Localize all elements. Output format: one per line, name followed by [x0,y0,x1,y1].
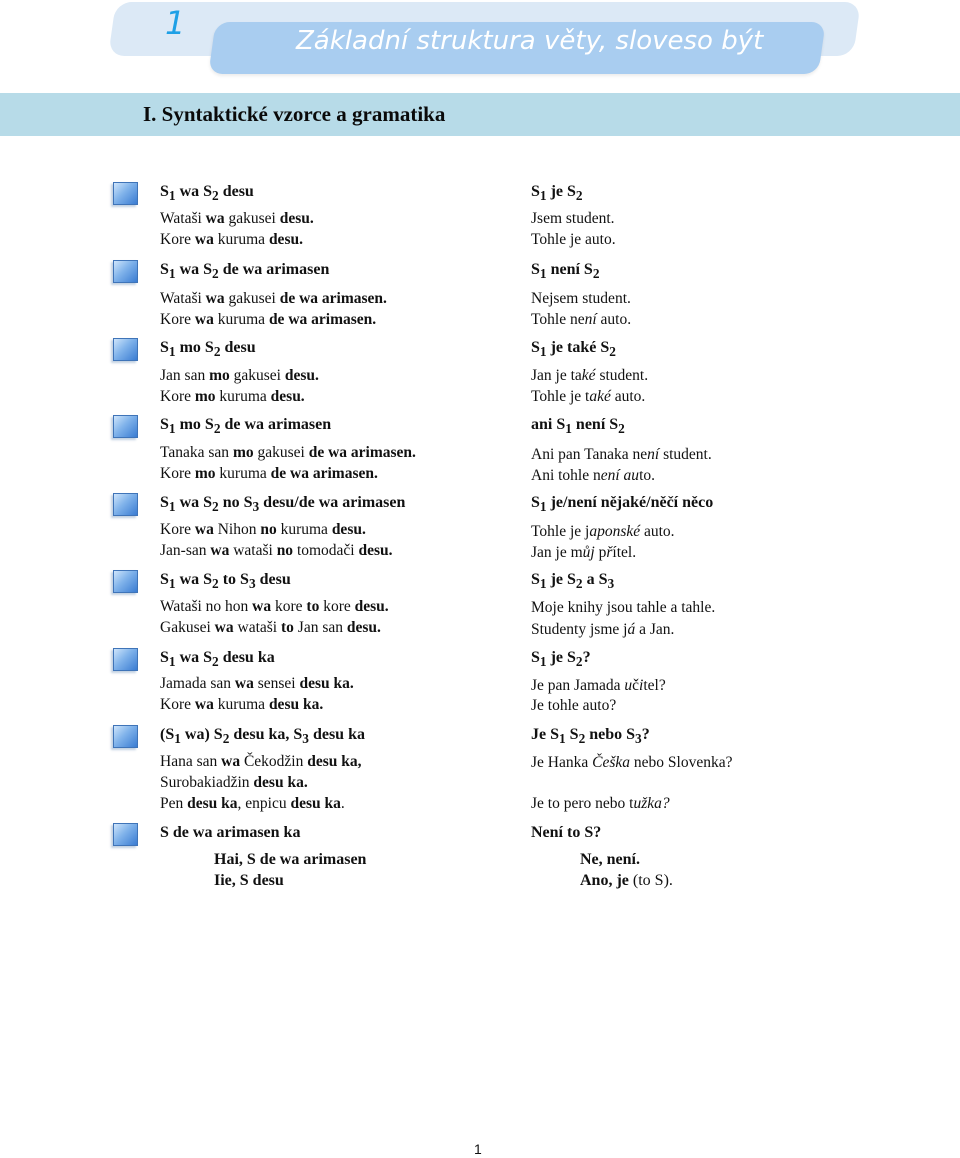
pattern-translation: $S_1$ je/není nějaké/něčí něco [531,494,714,515]
pattern: ($S_1$ wa) $S_2$ desu ka, $S_3$ desu ka [160,726,365,747]
pattern-translation: $S_1$ je $S_2$? [531,649,591,670]
pattern: $S_1$ wa $S_2$ de wa arimasen [160,261,330,282]
example-japanese: Gakusei wa wataši to Jan san desu. [160,619,381,636]
example-japanese: Kore wa kuruma desu. [160,231,303,248]
pattern: $S_1$ wa $S_2$ to $S_3$ desu [160,571,291,592]
example-japanese: Tanaka san mo gakusei de wa arimasen. [160,444,416,461]
answer-czech: Ano, je (to S). [580,872,673,889]
example-czech: Ani pan Tanaka není student. [531,446,712,463]
pattern: $S_1$ mo $S_2$ desu [160,339,256,360]
example-japanese: Hana san wa Čekodžin desu ka, [160,753,362,770]
example-japanese: Kore mo kuruma de wa arimasen. [160,465,378,482]
example-czech: Jan je můj přítel. [531,544,637,561]
square-bullet-icon [113,260,138,283]
example-japanese: Jan san mo gakusei desu. [160,367,319,384]
example-czech: Ani tohle není auto. [531,467,655,484]
square-bullet-icon [113,493,138,516]
example-japanese: Wataši wa gakusei desu. [160,210,314,227]
example-japanese: Jamada san wa sensei desu ka. [160,675,354,692]
example-czech: Jan je také student. [531,367,649,384]
pattern: S de wa arimasen ka [160,824,301,841]
pattern: $S_1$ wa $S_2$ no $S_3$ desu/de wa arimasen [160,494,406,515]
pattern-translation: ani $S_1$ není $S_2$ [531,416,625,437]
square-bullet-icon [113,338,138,361]
chapter-title: Základní struktura věty, sloveso být [296,26,764,56]
example-czech: Je to pero nebo tužka? [531,795,670,812]
example-japanese: Kore wa Nihon no kuruma desu. [160,521,366,538]
answer-japanese: Hai, S de wa arimasen [214,851,367,868]
example-japanese: Wataši wa gakusei de wa arimasen. [160,290,387,307]
example-japanese: Surobakiadžin desu ka. [160,774,308,791]
example-czech: Studenty jsme já a Jan. [531,621,675,638]
square-bullet-icon [113,648,138,671]
section-title: I. Syntaktické vzorce a gramatika [143,102,446,126]
square-bullet-icon [113,570,138,593]
answer-czech: Ne, není. [580,851,640,868]
example-czech: Nejsem student. [531,290,631,307]
square-bullet-icon [113,182,138,205]
example-czech: Je Hanka Češka nebo Slovenka? [531,754,733,771]
pattern: $S_1$ wa $S_2$ desu ka [160,649,275,670]
pattern: $S_1$ mo $S_2$ de wa arimasen [160,416,332,437]
square-bullet-icon [113,823,138,846]
example-czech: Tohle není auto. [531,311,632,328]
example-japanese: Pen desu ka, enpicu desu ka. [160,795,345,812]
pattern: $S_1$ wa $S_2$ desu [160,183,254,204]
square-bullet-icon [113,415,138,438]
example-czech: Moje knihy jsou tahle a tahle. [531,599,716,616]
example-czech: Tohle je auto. [531,231,616,248]
example-czech: Je pan Jamada učitel? [531,677,666,694]
answer-japanese: Iie, S desu [214,872,284,889]
example-japanese: Kore wa kuruma desu ka. [160,696,324,713]
example-japanese: Kore wa kuruma de wa arimasen. [160,311,377,328]
example-czech: Tohle je japonské auto. [531,523,675,540]
pattern-translation: $S_1$ je také $S_2$ [531,339,616,360]
example-czech: Je tohle auto? [531,697,617,714]
pattern-translation: $S_1$ je $S_2$ a $S_3$ [531,571,615,592]
chapter-number: 1 [165,4,186,42]
pattern-translation: $S_1$ není $S_2$ [531,261,600,282]
example-japanese: Kore mo kuruma desu. [160,388,305,405]
example-czech: Jsem student. [531,210,615,227]
example-japanese: Wataši no hon wa kore to kore desu. [160,598,389,615]
page-number: 1 [474,1141,482,1157]
square-bullet-icon [113,725,138,748]
pattern-translation: Není to S? [531,824,602,841]
pattern-translation: Je $S_1$ $S_2$ nebo $S_3$? [531,726,650,747]
example-japanese: Jan-san wa wataši no tomodači desu. [160,542,393,559]
pattern-translation: $S_1$ je $S_2$ [531,183,583,204]
example-czech: Tohle je také auto. [531,388,646,405]
